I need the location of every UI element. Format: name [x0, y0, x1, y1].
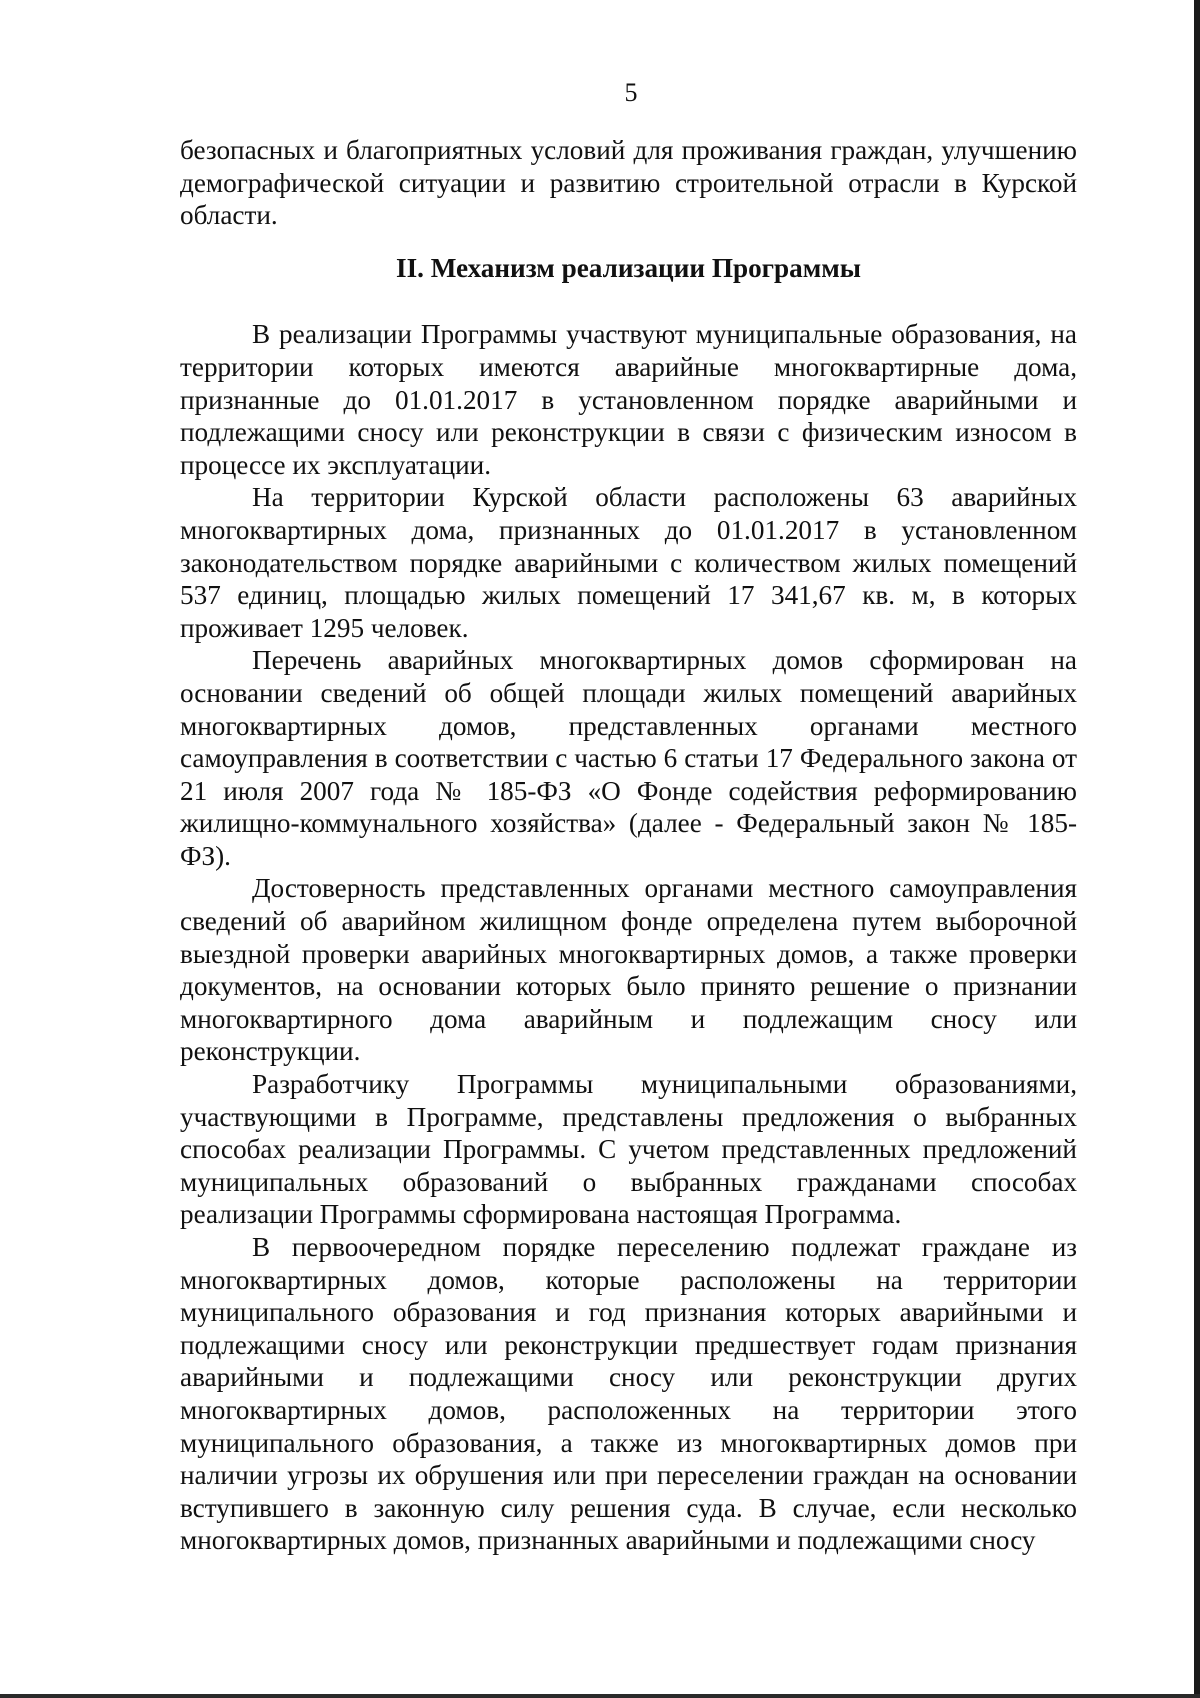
paragraph-proposals: Разработчику Программы муниципальными образованиями, участвующими в Программе, представлены предложения о выбранных способах реализации Программы. С учетом представленных предложений муниципальных образований о выбранных гражданами способах реализации Программы сформирована настоящая Программа. [180, 1069, 1077, 1230]
scan-edge-bottom [0, 1694, 1200, 1698]
scan-edge-right [1194, 0, 1200, 1698]
paragraph-participants: В реализации Программы участвуют муниципальные образования, на территории которых имеются аварийные многоквартирные дома, признанные до 01.01.2017 в установленном порядке аварийными и подлежащими сносу или реконструкции в связи с физическим износом в процессе их эксплуатации. [180, 319, 1077, 480]
section-heading: II. Механизм реализации Программы [395, 252, 862, 283]
paragraph-verification: Достоверность представленных органами местного самоуправления сведений об аварийном жилищном фонде определена путем выборочной выездной проверки аварийных многоквартирных домов, а также проверки документов, на основании которых было принято решение о признании многоквартирного дома аварийным и подлежащим сносу или реконструкции. [180, 873, 1077, 1067]
paragraph-priority: В первоочередном порядке переселению подлежат граждане из многоквартирных домов, которые расположены на территории муниципального образования и год признания которых аварийными и подлежащими сносу или реконструкции предшествует годам признания аварийными и подлежащими сносу или реконструкции других многоквартирных домов, расположенных на территории этого муниципального образования, а также из многоквартирных домов при наличии угрозы их обрушения или при переселении граждан на основании вступившего в законную силу решения суда. В случае, если несколько многоквартирных домов, признанных аварийными и подлежащими сносу [180, 1232, 1077, 1556]
paragraph-continuation: безопасных и благоприятных условий для проживания граждан, улучшению демографической ситуации и развитию строительной отрасли в Курской области. [180, 135, 1077, 231]
paragraph-list-basis: Перечень аварийных многоквартирных домов сформирован на основании сведений об общей площади жилых помещений аварийных многоквартирных домов, представленных органами местного самоуправления в соответствии с частью 6 статьи 17 Федерального закона от 21 июля 2007 года № 185-ФЗ «О Фонде содействия реформированию жилищно-коммунального хозяйства» (далее - Федеральный закон № 185-ФЗ). [180, 645, 1077, 871]
page-number: 5 [624, 78, 638, 107]
document-body [180, 134, 1077, 1557]
paragraph-statistics: На территории Курской области расположены 63 аварийных многоквартирных дома, признанных до 01.01.2017 в установленном законодательством порядке аварийными с количеством жилых помещений 537 единиц, площадью жилых помещений 17 341,67 кв. м, в которых проживает 1295 человек. [180, 482, 1077, 643]
